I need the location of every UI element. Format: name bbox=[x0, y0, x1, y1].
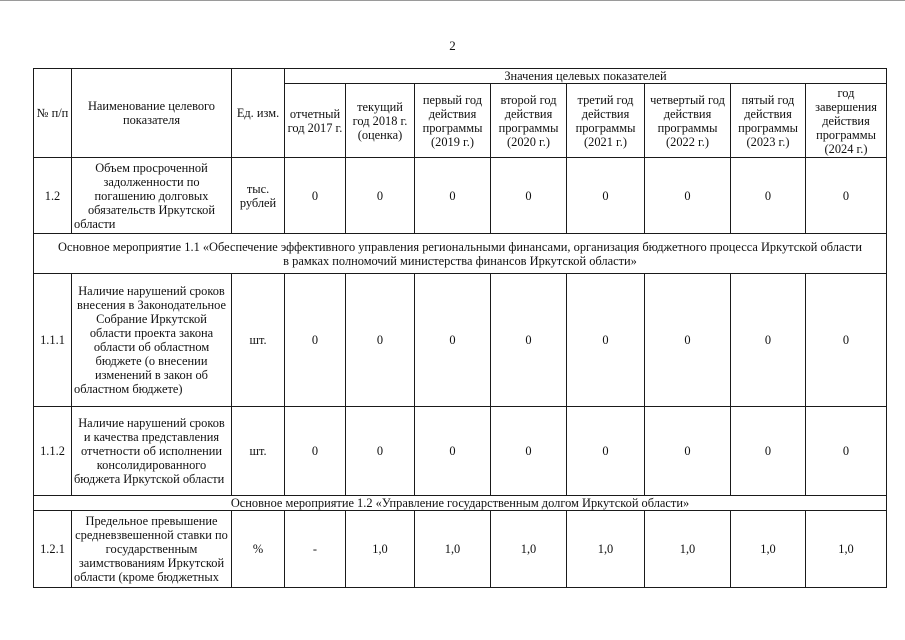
header-year-2018: текущий год 2018 г. (оценка) bbox=[346, 84, 415, 158]
row-value-2024: 0 bbox=[806, 274, 887, 407]
header-name: Наименование целевого показателя bbox=[72, 69, 232, 158]
row-value-2019: 0 bbox=[415, 158, 491, 234]
row-value-2022: 1,0 bbox=[645, 511, 731, 588]
header-year-2021: третий год действия программы (2021 г.) bbox=[567, 84, 645, 158]
page-number: 2 bbox=[449, 38, 456, 53]
row-value-2017: 0 bbox=[285, 274, 346, 407]
header-year-2024: год завершения действия программы (2024 г.) bbox=[806, 84, 887, 158]
row-unit: тыс. рублей bbox=[232, 158, 285, 234]
row-value-2020: 0 bbox=[491, 407, 567, 496]
section-row bbox=[34, 496, 887, 511]
header-year-2017: отчетный год 2017 г. bbox=[285, 84, 346, 158]
row-value-2022: 0 bbox=[645, 274, 731, 407]
row-indicator-name: Наличие нарушений сроков внесения в Законодательное Собрание Иркутской области проекта закона области об областном бюджете (о внесении изменений в закон об областном бюджете) bbox=[72, 274, 232, 407]
row-value-2020: 0 bbox=[491, 274, 567, 407]
target-indicators-table bbox=[33, 68, 887, 588]
row-num: 1.1.2 bbox=[34, 407, 72, 496]
table-row bbox=[34, 407, 887, 496]
page-top-edge bbox=[0, 0, 905, 1]
table-header-row bbox=[34, 69, 887, 84]
row-value-2022: 0 bbox=[645, 158, 731, 234]
row-value-2024: 0 bbox=[806, 158, 887, 234]
section-title-line-1: Основное мероприятие 1.1 «Обеспечение эффективного управления региональными финансами, организация бюджетного процесса Иркутской области bbox=[58, 239, 862, 254]
row-indicator-name: Предельное превышение средневзвешенной ставки по государственным заимствованиям Иркутской области (кроме бюджетных bbox=[72, 511, 232, 588]
row-value-2024: 0 bbox=[806, 407, 887, 496]
table-row bbox=[34, 274, 887, 407]
row-indicator-name: Объем просроченной задолженности по погашению долговых обязательств Иркутской области bbox=[72, 158, 232, 234]
row-value-2023: 0 bbox=[731, 407, 806, 496]
row-value-2019: 0 bbox=[415, 274, 491, 407]
row-unit: шт. bbox=[232, 407, 285, 496]
row-value-2023: 0 bbox=[731, 158, 806, 234]
row-value-2017: - bbox=[285, 511, 346, 588]
row-unit: шт. bbox=[232, 274, 285, 407]
row-value-2021: 1,0 bbox=[567, 511, 645, 588]
row-num: 1.2.1 bbox=[34, 511, 72, 588]
table-row bbox=[34, 511, 887, 588]
row-value-2018: 1,0 bbox=[346, 511, 415, 588]
header-year-2022: четвертый год действия программы (2022 г.) bbox=[645, 84, 731, 158]
row-value-2017: 0 bbox=[285, 407, 346, 496]
row-value-2024: 1,0 bbox=[806, 511, 887, 588]
row-value-2020: 0 bbox=[491, 158, 567, 234]
row-value-2023: 1,0 bbox=[731, 511, 806, 588]
section-title-line-2: в рамках полномочий министерства финансов Иркутской области» bbox=[283, 253, 637, 268]
header-year-2020: второй год действия программы (2020 г.) bbox=[491, 84, 567, 158]
row-value-2018: 0 bbox=[346, 274, 415, 407]
row-value-2021: 0 bbox=[567, 274, 645, 407]
row-value-2023: 0 bbox=[731, 274, 806, 407]
row-value-2021: 0 bbox=[567, 158, 645, 234]
table-row bbox=[34, 158, 887, 234]
row-value-2018: 0 bbox=[346, 158, 415, 234]
header-num: № п/п bbox=[34, 69, 72, 158]
header-year-2019: первый год действия программы (2019 г.) bbox=[415, 84, 491, 158]
section-title-1-2: Основное мероприятие 1.2 «Управление государственным долгом Иркутской области» bbox=[34, 496, 887, 511]
row-indicator-name: Наличие нарушений сроков и качества представления отчетности об исполнении консолидированного бюджета Иркутской области bbox=[72, 407, 232, 496]
row-value-2020: 1,0 bbox=[491, 511, 567, 588]
row-num: 1.2 bbox=[34, 158, 72, 234]
row-value-2018: 0 bbox=[346, 407, 415, 496]
header-year-2023: пятый год действия программы (2023 г.) bbox=[731, 84, 806, 158]
section-row bbox=[34, 234, 887, 274]
row-value-2019: 0 bbox=[415, 407, 491, 496]
row-unit: % bbox=[232, 511, 285, 588]
row-value-2019: 1,0 bbox=[415, 511, 491, 588]
header-values-group: Значения целевых показателей bbox=[285, 69, 887, 84]
section-title-1-1 bbox=[34, 234, 887, 274]
row-value-2017: 0 bbox=[285, 158, 346, 234]
row-value-2022: 0 bbox=[645, 407, 731, 496]
header-unit: Ед. изм. bbox=[232, 69, 285, 158]
row-value-2021: 0 bbox=[567, 407, 645, 496]
row-num: 1.1.1 bbox=[34, 274, 72, 407]
